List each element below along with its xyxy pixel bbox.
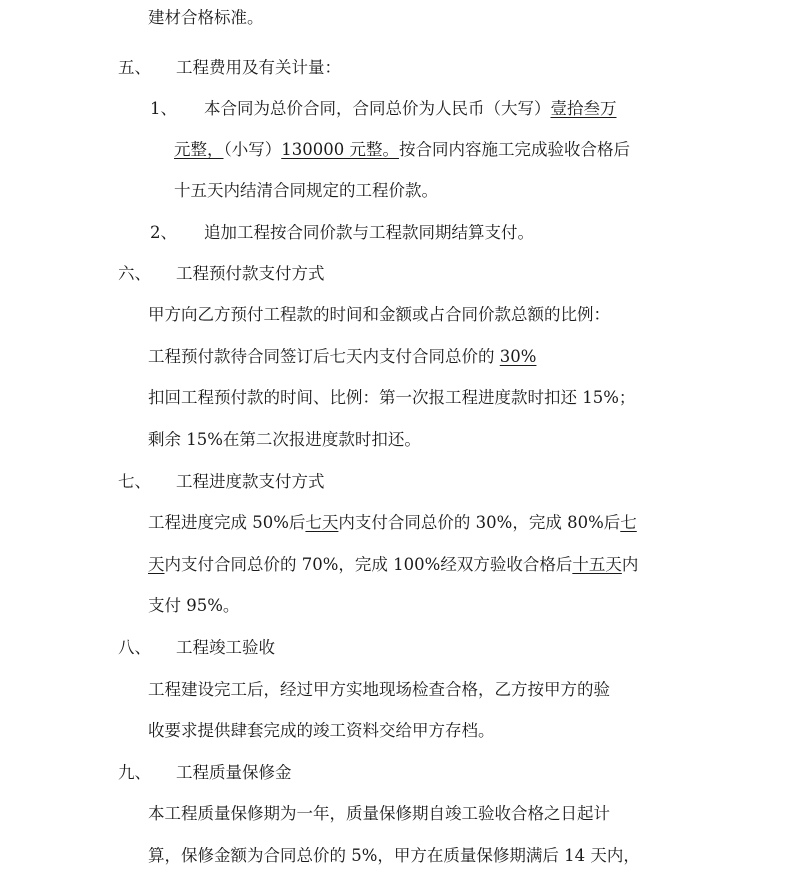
text-span: （小写） — [223, 140, 282, 159]
text-span: 本合同为总价合同，合同总价为人民币（大写） — [204, 99, 551, 118]
section-title: 工程预付款支付方式 — [176, 264, 325, 283]
text-span: 工程预付款待合同签订后七天内支付合同总价的 — [148, 347, 500, 366]
text-line — [148, 555, 638, 575]
text-line: 建材合格标准。 — [148, 8, 264, 27]
section-number: 八、 — [118, 638, 151, 657]
text-span: 内支付合同总价的 70%，完成 100%经双方验收合格后 — [164, 555, 573, 574]
text-line: 追加工程按合同价款与工程款同期结算支付。 — [204, 223, 534, 242]
text-line: 剩余 15%在第二次报进度款时扣还。 — [148, 430, 421, 449]
text-span: 内支付合同总价的 30%，完成 80%后 — [338, 513, 621, 532]
text-line — [148, 347, 536, 367]
text-line: 扣回工程预付款的时间、比例：第一次报工程进度款时扣还 15%； — [148, 388, 636, 407]
underlined-text: 天 — [148, 555, 165, 574]
text-line: 收要求提供肆套完成的竣工资料交给甲方存档。 — [148, 721, 495, 740]
underlined-text: 元整， — [174, 140, 224, 159]
text-line: 甲方向乙方预付工程款的时间和金额或占合同价款总额的比例： — [148, 305, 610, 324]
underlined-text: 30% — [499, 347, 537, 366]
text-line: 本工程质量保修期为一年，质量保修期自竣工验收合格之日起计 — [148, 804, 610, 823]
text-line: 算，保修金额为合同总价的 5%，甲方在质量保修期满后 14 天内， — [148, 846, 640, 865]
item-number: 2、 — [150, 223, 177, 242]
section-title: 工程进度款支付方式 — [176, 472, 325, 491]
section-number: 六、 — [118, 264, 151, 283]
underlined-text: 七天 — [305, 513, 339, 532]
section-title: 工程质量保修金 — [176, 763, 292, 782]
section-number: 七、 — [118, 472, 151, 491]
underlined-text: 130000 元整。 — [281, 140, 399, 159]
text-line — [148, 513, 637, 533]
section-title: 工程竣工验收 — [176, 638, 275, 657]
underlined-text: 七 — [620, 513, 637, 532]
section-number: 五、 — [118, 58, 151, 77]
text-span: 按合同内容施工完成验收合格后 — [398, 140, 630, 159]
underlined-text: 壹拾叁万 — [550, 99, 617, 118]
text-span: 内 — [621, 555, 639, 574]
underlined-text: 十五天 — [572, 555, 622, 574]
section-title: 工程费用及有关计量： — [176, 58, 341, 77]
item-number: 1、 — [150, 99, 177, 118]
text-line: 工程建设完工后，经过甲方实地现场检查合格，乙方按甲方的验 — [148, 680, 610, 699]
section-number: 九、 — [118, 763, 151, 782]
text-line — [174, 140, 630, 160]
text-line: 支付 95%。 — [148, 596, 240, 615]
text-span: 工程进度完成 50%后 — [148, 513, 306, 532]
text-line — [204, 99, 617, 119]
text-line: 十五天内结清合同规定的工程价款。 — [174, 181, 438, 200]
